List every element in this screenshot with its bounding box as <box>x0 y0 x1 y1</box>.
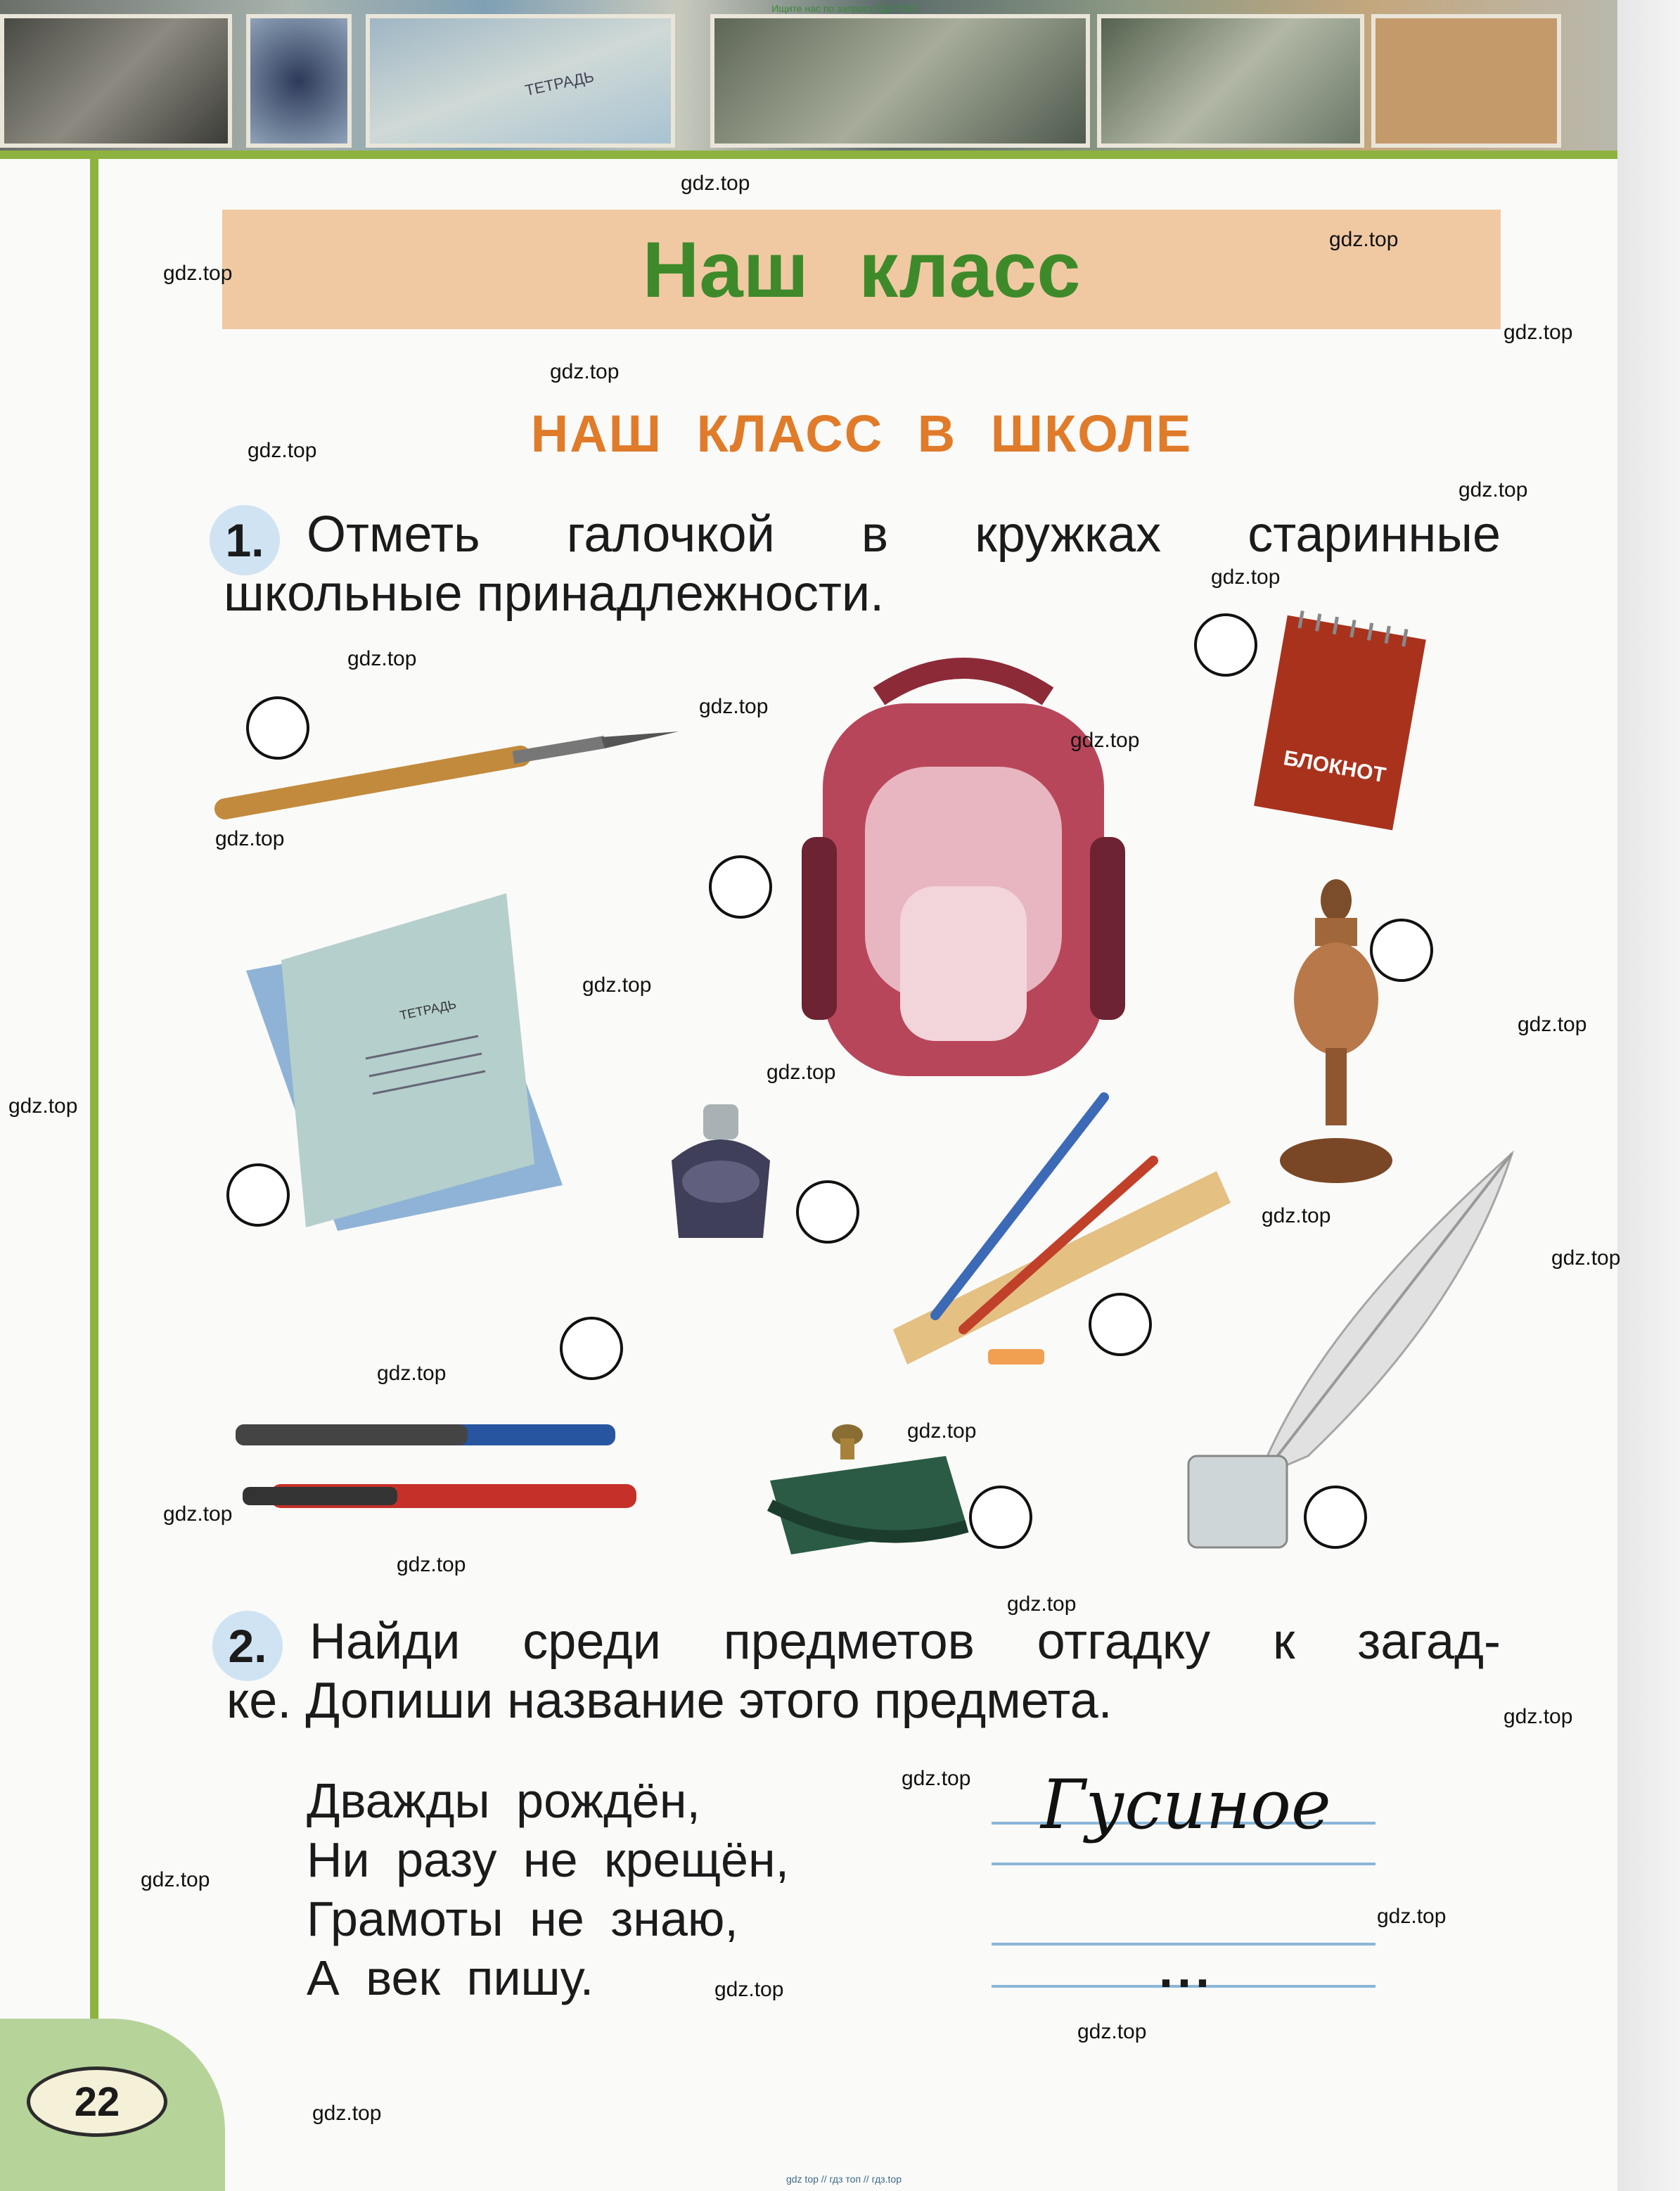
watermark: gdz.top <box>163 262 233 285</box>
pens-image <box>229 1407 636 1526</box>
notebook-label: ТЕТРАДЬ <box>398 997 458 1023</box>
watermark: gdz.top <box>1077 2020 1147 2043</box>
checkbox-circle-backpack[interactable] <box>709 855 772 919</box>
watermark: gdz.top <box>1007 1592 1077 1616</box>
checkbox-circle-quill[interactable] <box>1304 1486 1367 1549</box>
watermark: gdz.top <box>714 1978 784 2001</box>
top-search-note: Ищите нас по запросу ГДЗ ТОП <box>771 3 916 14</box>
watermark: gdz.top <box>699 695 769 718</box>
page-spine <box>1617 0 1680 2191</box>
banner-underline <box>0 151 1680 159</box>
answer-line-1-bottom <box>992 1863 1376 1865</box>
spiral-notepad-photo <box>1371 14 1561 148</box>
watermark: gdz.top <box>215 827 285 850</box>
watermark: gdz.top <box>1262 1204 1331 1227</box>
watermark: gdz.top <box>681 172 750 195</box>
notebook-photo <box>366 14 675 148</box>
watermark: gdz.top <box>907 1419 977 1443</box>
watermark: gdz.top <box>1503 1705 1573 1728</box>
watermark: gdz.top <box>550 360 620 383</box>
notepad-image <box>1248 608 1431 841</box>
watermark: gdz.top <box>8 1094 78 1118</box>
watermark: gdz.top <box>1551 1246 1621 1270</box>
notepad-label: БЛОКНОТ <box>1281 746 1388 788</box>
inkwell-photo <box>246 14 352 148</box>
watermark: gdz.top <box>767 1061 836 1084</box>
watermark: gdz.top <box>1211 566 1281 589</box>
watermark: gdz.top <box>1518 1013 1587 1036</box>
checkbox-circle-pens[interactable] <box>560 1317 623 1380</box>
notebook-image <box>239 883 577 1241</box>
checkbox-circle-pencils-ruler[interactable] <box>1089 1293 1152 1356</box>
checkbox-circle-inkwell[interactable] <box>796 1180 859 1244</box>
poem-line: Дважды рождён, <box>307 1773 700 1828</box>
task-1-text <box>224 505 1501 623</box>
header-photo-banner <box>0 0 1617 151</box>
watermark: gdz.top <box>582 973 652 997</box>
task-2-line-2: ке. Допиши название этого предмета. <box>226 1673 1112 1729</box>
bottom-note: gdz top // гдз топ // гдз.top <box>786 2173 902 2185</box>
task-1-line-2: школьные принадлежности. <box>224 566 885 622</box>
old-classroom-photo <box>0 14 232 148</box>
checkbox-circle-sand-shaker[interactable] <box>1370 919 1433 982</box>
section-subtitle: НАШ КЛАСС В ШКОЛЕ <box>530 404 1193 463</box>
watermark: gdz.top <box>377 1362 447 1385</box>
left-margin-rule <box>90 159 98 2058</box>
checkbox-circle-notepad[interactable] <box>1194 613 1257 677</box>
watermark: gdz.top <box>1458 478 1528 502</box>
watermark: gdz.top <box>347 647 417 670</box>
watermark: gdz.top <box>1329 228 1399 251</box>
watermark: gdz.top <box>902 1767 971 1790</box>
backpack-image <box>795 654 1132 1090</box>
handwritten-answer[interactable]: Гусиное <box>1041 1765 1331 1844</box>
watermark: gdz.top <box>1070 729 1140 752</box>
watermark: gdz.top <box>397 1553 466 1576</box>
watermark: gdz.top <box>312 2102 382 2125</box>
task-1-line-1: Отметь галочкой в кружках старинные <box>307 506 1501 563</box>
checkbox-circle-blotter[interactable] <box>969 1486 1032 1549</box>
task-2-line-1: Найди среди предметов отгадку к загад- <box>309 1614 1501 1670</box>
watermark: gdz.top <box>1503 321 1573 344</box>
checkbox-circle-notebook[interactable] <box>226 1163 290 1227</box>
answer-dots[interactable]: ... <box>1159 1942 1214 1998</box>
watermark: gdz.top <box>248 439 317 462</box>
page-number: 22 <box>27 2067 167 2137</box>
poem-line: А век пишу. <box>307 1950 594 2005</box>
children-photo <box>1097 14 1364 148</box>
checkbox-circle-dip-pen[interactable] <box>246 696 309 760</box>
task-2-number: 2. <box>212 1611 283 1681</box>
watermark: gdz.top <box>141 1868 210 1891</box>
riddle-poem <box>307 1771 789 2007</box>
title-band <box>222 210 1501 329</box>
poem-line: Грамоты не знаю, <box>307 1891 738 1946</box>
inkwell-image <box>658 1097 784 1252</box>
class-group-photo <box>710 14 1090 148</box>
watermark: gdz.top <box>1377 1905 1447 1928</box>
page-title: Наш класс <box>642 225 1081 314</box>
task-1-number: 1. <box>210 505 280 575</box>
watermark: gdz.top <box>163 1502 233 1526</box>
poem-line: Ни разу не крещён, <box>307 1832 790 1887</box>
notebook-photo-label: ТЕТРАДЬ <box>523 67 596 100</box>
task-2-text <box>226 1612 1501 1730</box>
